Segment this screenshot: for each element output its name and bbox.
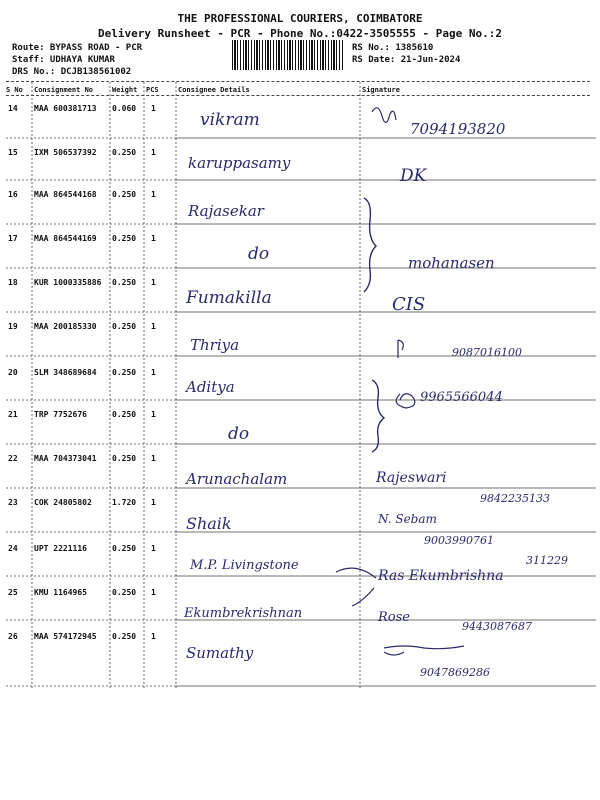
row-sno: 15: [8, 148, 18, 157]
staff-label: Staff: UDHAYA KUMAR: [12, 55, 115, 65]
row-weight: 0.250: [112, 278, 137, 287]
row-weight: 1.720: [112, 498, 137, 507]
row-sno: 14: [8, 104, 18, 113]
row-consignment-no: SLM 348689684: [34, 368, 97, 377]
runsheet-subtitle: Delivery Runsheet - PCR - Phone No.:0422-3505555 - Page No.:2: [98, 27, 502, 40]
consignee-handwriting: Fumakilla: [186, 288, 272, 308]
consignee-handwriting: do: [228, 424, 250, 444]
row-consignment-no: MAA 574172945: [34, 632, 97, 641]
scribble-icon: [398, 340, 403, 358]
row-sno: 20: [8, 368, 18, 377]
row-pcs: 1: [151, 454, 156, 463]
row-weight: 0.250: [112, 234, 137, 243]
signature-handwriting: 9047869286: [420, 666, 490, 679]
rs-number: RS No.: 1385610: [352, 43, 434, 53]
signature-note: N. Sebam: [378, 512, 437, 526]
row-sno: 24: [8, 544, 18, 553]
row-pcs: 1: [151, 234, 156, 243]
row-pcs: 1: [151, 148, 156, 157]
row-consignment-no: MAA 864544168: [34, 190, 97, 199]
consignee-handwriting: vikram: [200, 110, 260, 130]
col-weight: Weight: [112, 86, 138, 94]
col-pcs: PCS: [146, 86, 159, 94]
consignee-handwriting: Aditya: [186, 378, 235, 396]
scribble-icon: [336, 568, 376, 578]
signature-handwriting: 9842235133: [480, 492, 550, 505]
scribble-icon: [384, 646, 464, 649]
row-weight: 0.250: [112, 588, 137, 597]
route-label: Route: BYPASS ROAD - PCR: [12, 43, 143, 53]
row-sno: 21: [8, 410, 18, 419]
consignee-handwriting: Thriya: [190, 336, 240, 354]
row-consignment-no: MAA 200185330: [34, 322, 97, 331]
row-weight: 0.250: [112, 148, 137, 157]
row-pcs: 1: [151, 322, 156, 331]
scribble-icon: [372, 108, 396, 123]
consignee-handwriting: Shaik: [186, 514, 232, 533]
row-pcs: 1: [151, 498, 156, 507]
row-sno: 18: [8, 278, 18, 287]
col-sno: S No: [6, 86, 23, 94]
consignee-handwriting: M.P. Livingstone: [190, 558, 299, 573]
drs-label: DRS No.: DCJB138561002: [12, 67, 132, 77]
row-sno: 17: [8, 234, 18, 243]
brace-icon: [364, 198, 376, 292]
consignee-handwriting: Arunachalam: [186, 470, 288, 488]
row-weight: 0.250: [112, 454, 137, 463]
row-pcs: 1: [151, 588, 156, 597]
row-pcs: 1: [151, 632, 156, 641]
row-pcs: 1: [151, 410, 156, 419]
row-consignment-no: COK 24805802: [34, 498, 92, 507]
row-consignment-no: MAA 864544169: [34, 234, 97, 243]
row-pcs: 1: [151, 190, 156, 199]
signature-handwriting: 7094193820: [410, 120, 506, 138]
signature-handwriting: 9965566044: [420, 390, 503, 405]
signature-handwriting: 9087016100: [452, 346, 522, 359]
row-pcs: 1: [151, 368, 156, 377]
row-sno: 23: [8, 498, 18, 507]
row-consignment-no: UPT 2221116: [34, 544, 87, 553]
row-pcs: 1: [151, 104, 156, 113]
consignee-handwriting: Ekumbrekrishnan: [184, 606, 303, 621]
row-consignment-no: TRP 7752676: [34, 410, 87, 419]
scribble-icon: [352, 588, 374, 606]
signature-note: 311229: [526, 554, 568, 567]
signature-handwriting: mohanasen: [408, 254, 495, 272]
row-weight: 0.250: [112, 190, 137, 199]
row-sno: 22: [8, 454, 18, 463]
signature-handwriting: DK: [400, 166, 427, 186]
consignee-handwriting: Sumathy: [186, 644, 254, 662]
brace-icon: [372, 380, 384, 452]
consignee-handwriting: Rajasekar: [188, 202, 264, 220]
row-weight: 0.060: [112, 104, 137, 113]
row-pcs: 1: [151, 278, 156, 287]
rs-date: RS Date: 21-Jun-2024: [352, 55, 461, 65]
consignee-handwriting: do: [248, 244, 270, 264]
col-consignment: Consignment No: [34, 86, 94, 94]
col-consignee: Consignee Details: [178, 86, 250, 94]
consignee-handwriting: karuppasamy: [188, 154, 291, 172]
row-sno: 16: [8, 190, 18, 199]
row-weight: 0.250: [112, 544, 137, 553]
signature-handwriting: 9443087687: [462, 620, 532, 633]
row-weight: 0.250: [112, 368, 137, 377]
scribble-icon: [396, 394, 415, 408]
signature-handwriting: Rose: [378, 610, 410, 625]
page-title: THE PROFESSIONAL COURIERS, COIMBATORE: [177, 12, 423, 25]
row-weight: 0.250: [112, 632, 137, 641]
row-consignment-no: IXM 506537392: [34, 148, 97, 157]
signature-handwriting: Rajeswari: [376, 470, 447, 486]
row-consignment-no: KUR 1000335886: [34, 278, 102, 287]
row-consignment-no: MAA 704373041: [34, 454, 97, 463]
row-sno: 19: [8, 322, 18, 331]
scribble-icon: [384, 652, 404, 655]
col-signature: Signature: [362, 86, 400, 94]
signature-handwriting: Ras Ekumbrishna: [378, 568, 504, 584]
row-consignment-no: MAA 600381713: [34, 104, 97, 113]
row-weight: 0.250: [112, 322, 137, 331]
row-sno: 25: [8, 588, 18, 597]
row-consignment-no: KMU 1164965: [34, 588, 87, 597]
row-weight: 0.250: [112, 410, 137, 419]
row-pcs: 1: [151, 544, 156, 553]
signature-note: 9003990761: [424, 534, 494, 547]
signature-handwriting: CIS: [392, 294, 426, 315]
row-sno: 26: [8, 632, 18, 641]
